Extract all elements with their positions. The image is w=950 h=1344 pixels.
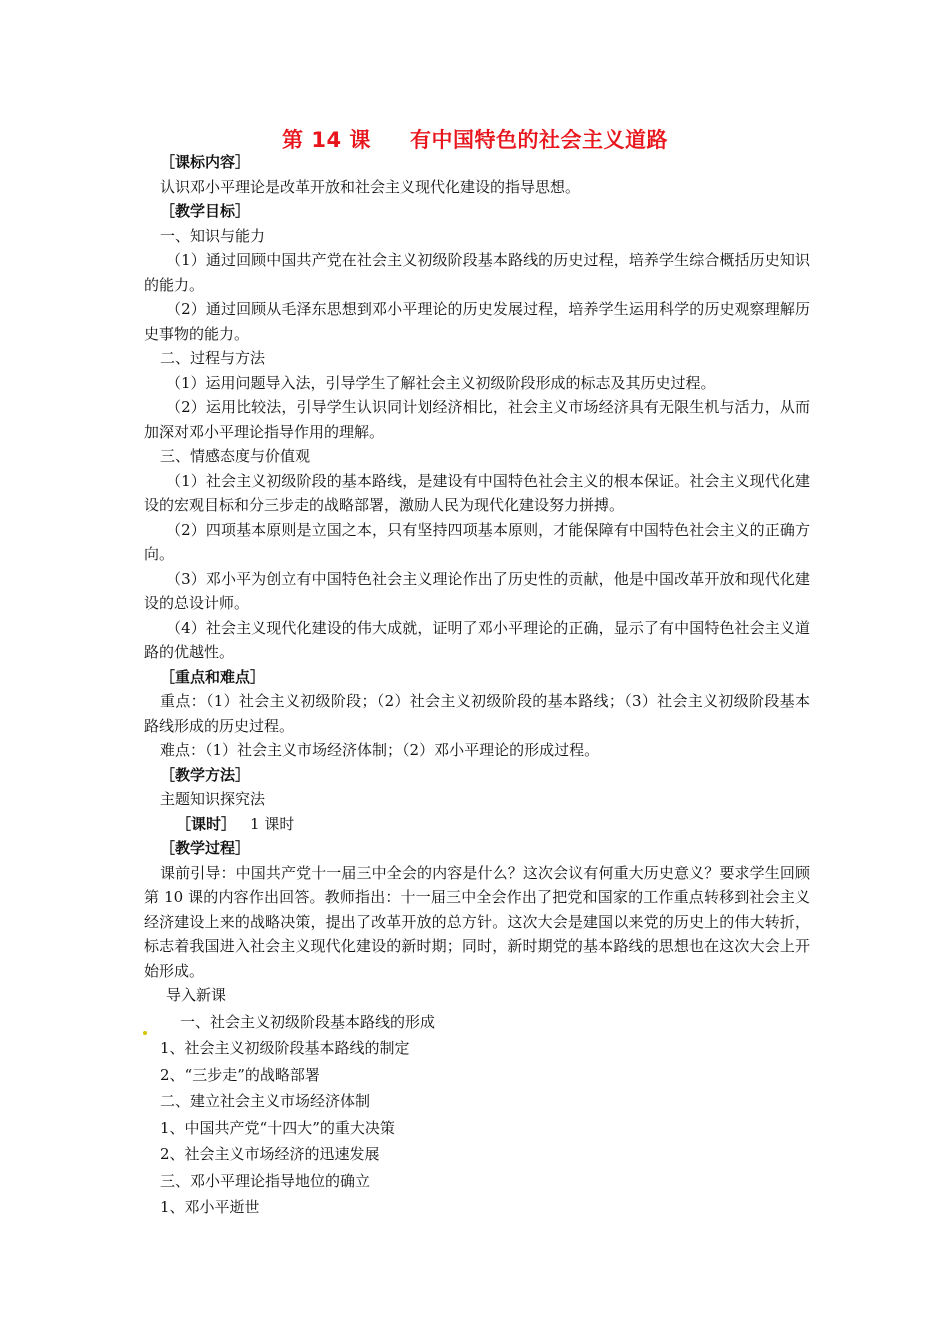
- keshi-line: [144, 812, 810, 837]
- section-heading-keshi: ［课时］: [176, 814, 237, 833]
- paragraph-daoru: 导入新课: [166, 986, 227, 1004]
- paragraph-qinggan-2: （2）四项基本原则是立国之本，只有坚持四项基本原则，才能保障有中国特色社会主义的正确方向。: [144, 520, 810, 563]
- paragraph-zhishi-2: （2）通过回顾从毛泽东思想到邓小平理论的历史发展过程，培养学生运用科学的历史观察理解历史事物的能力。: [144, 300, 810, 343]
- paragraph-nandian: 难点：（1）社会主义市场经济体制；（2）邓小平理论的形成过程。: [160, 741, 600, 759]
- section-heading-mubiao: ［教学目标］: [160, 202, 251, 220]
- outline-item-2: 二、建立社会主义市场经济体制: [160, 1092, 371, 1110]
- outline-item-2-1: 1、中国共产党“十四大”的重大决策: [160, 1118, 395, 1137]
- paragraph-fangfa: 主题知识探究法: [160, 790, 266, 808]
- subheading-guocheng: 二、过程与方法: [160, 349, 266, 367]
- outline-item-1-1: 1、社会主义初级阶段基本路线的制定: [160, 1039, 410, 1057]
- paragraph-guocheng-2: （2）运用比较法，引导学生认识同计划经济相比，社会主义市场经济具有无限生机与活力，从而加深对邓小平理论指导作用的理解。: [144, 398, 810, 441]
- section-heading-jiaoxue: ［教学过程］: [160, 839, 251, 857]
- paragraph-kebiao: 认识邓小平理论是改革开放和社会主义现代化建设的指导思想。: [160, 177, 581, 196]
- paragraph-zhishi-1: （1）通过回顾中国共产党在社会主义初级阶段基本路线的历史过程，培养学生综合概括历史知识的能力。: [144, 251, 810, 294]
- lesson-title: 第 14 课 有中国特色的社会主义道路: [282, 128, 668, 152]
- paragraph-qinggan-1: （1）社会主义初级阶段的基本路线，是建设有中国特色社会主义的根本保证。社会主义现代化建设的宏观目标和分三步走的战略部署，激励人民为现代化建设努力拼搏。: [144, 471, 810, 514]
- keshi-value: 1 课时: [250, 814, 295, 833]
- subheading-qinggan: 三、情感态度与价值观: [160, 447, 311, 465]
- paragraph-kqyd: 课前引导：中国共产党十一届三中全会的内容是什么？这次会议有何重大历史意义？要求学生回顾第 10 课的内容作出回答。教师指出：十一届三中全会作出了把党和国家的工作重点转移到社会主义经济建设上来的战略决策，提出了改革开放的总方针。这次大会是建国以来党的历史上的伟大转折，标志着我国进入社会主义现代化建设的新时期；同时，新时期党的基本路线的思想也在这次大会上开始形成。: [144, 863, 810, 980]
- outline-item-3: 三、邓小平理论指导地位的确立: [160, 1171, 371, 1190]
- paragraph-qinggan-4: （4）社会主义现代化建设的伟大成就，证明了邓小平理论的正确，显示了有中国特色社会主义道路的优越性。: [144, 618, 810, 661]
- paragraph-zhongdian: 重点：（1）社会主义初级阶段；（2）社会主义初级阶段的基本路线；（3）社会主义初级阶段基本路线形成的历史过程。: [144, 692, 810, 735]
- stray-mark-dot: [143, 1031, 147, 1035]
- outline-item-3-1: 1、邓小平逝世: [160, 1198, 260, 1216]
- outline-item-1: 一、社会主义初级阶段基本路线的形成: [180, 1012, 436, 1031]
- paragraph-qinggan-3: （3）邓小平为创立有中国特色社会主义理论作出了历史性的贡献，他是中国改革开放和现代化建设的总设计师。: [144, 569, 810, 612]
- outline-item-1-2: 2、“三步走”的战略部署: [160, 1065, 320, 1084]
- outline-item-2-2: 2、社会主义市场经济的迅速发展: [160, 1145, 380, 1163]
- document-body: [144, 150, 810, 1220]
- paragraph-guocheng-1: （1）运用问题导入法，引导学生了解社会主义初级阶段形成的标志及其历史过程。: [166, 373, 716, 392]
- section-heading-kebiao: ［课标内容］: [160, 153, 251, 171]
- subheading-zhishi: 一、知识与能力: [160, 226, 266, 245]
- section-heading-zhongdian: ［重点和难点］: [160, 667, 266, 686]
- section-heading-fangfa: ［教学方法］: [160, 765, 251, 784]
